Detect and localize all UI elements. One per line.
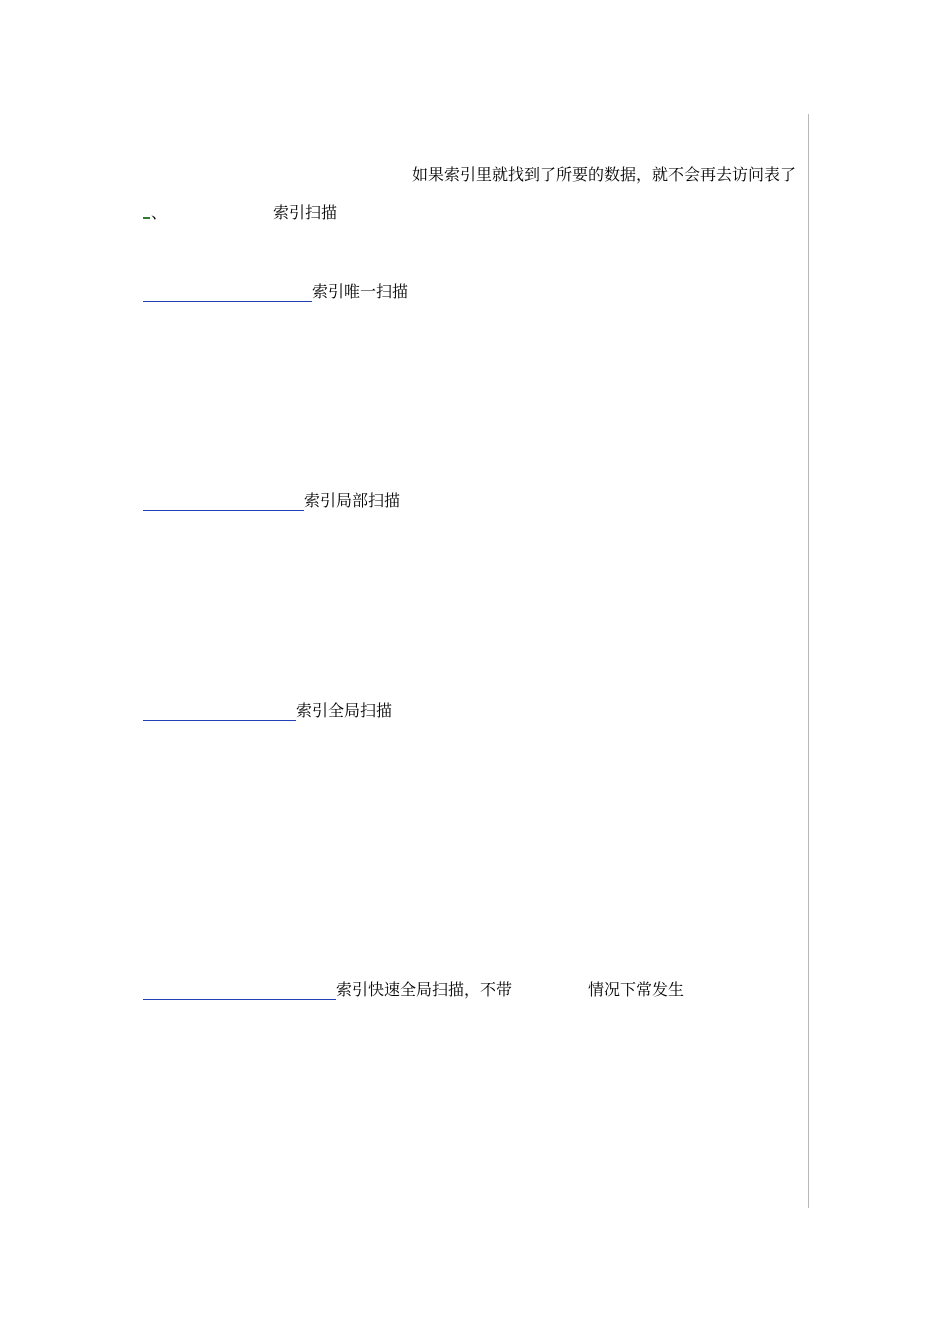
intro-text: 如果索引里就找到了所要的数据，就不会再去访问表了 xyxy=(412,165,797,184)
hyperlink-underline[interactable] xyxy=(143,491,304,511)
section-heading xyxy=(143,203,337,223)
list-item-tail: 情况下常发生 xyxy=(588,980,685,999)
list-item-label: 索引快速全局扫描，不带 xyxy=(336,980,513,999)
hyperlink-underline[interactable] xyxy=(143,980,336,1000)
heading-number-underline xyxy=(143,203,150,219)
list-item xyxy=(143,701,392,721)
list-item-label: 索引局部扫描 xyxy=(304,491,401,510)
list-item-label: 索引唯一扫描 xyxy=(312,282,409,301)
list-item xyxy=(143,980,684,1000)
heading-title: 索引扫描 xyxy=(273,203,338,222)
hyperlink-underline[interactable] xyxy=(143,701,296,721)
hyperlink-underline[interactable] xyxy=(143,282,312,302)
list-item-label: 索引全局扫描 xyxy=(296,701,393,720)
list-item xyxy=(143,282,408,302)
list-item xyxy=(143,491,400,511)
heading-separator: 、 xyxy=(151,203,168,222)
right-margin-rule xyxy=(808,114,809,1208)
